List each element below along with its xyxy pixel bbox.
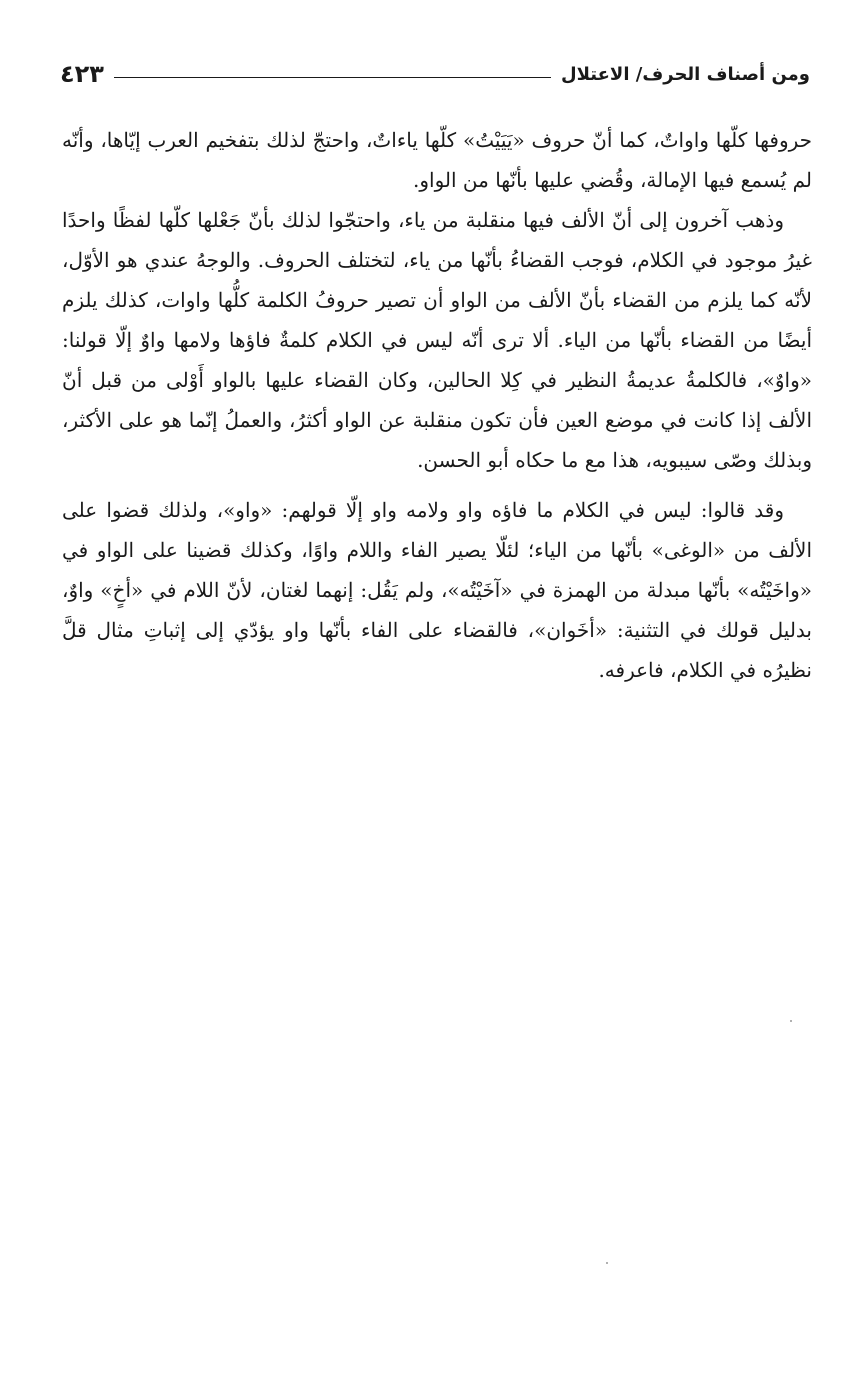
body-text bbox=[62, 120, 812, 690]
page-header bbox=[60, 56, 810, 92]
scan-speck bbox=[606, 1262, 608, 1264]
header-rule bbox=[114, 77, 551, 78]
running-title: ومن أصناف الحرف/ الاعتلال bbox=[561, 63, 810, 85]
page-number: ٤٢٣ bbox=[60, 60, 104, 88]
scan-speck bbox=[790, 1020, 792, 1022]
paragraph-2: وذهب آخرون إلى أنّ الألف فيها منقلبة من ياء، واحتجّوا لذلك بأنّ جَعْلها كلّها لفظًا واحدًا غيرُ موجود في الكلام، فوجب القضاءُ بأنّها من ياء، لتختلف الحروف. والوجهُ عندي هو الأوّل، لأنّه كما يلزم من القضاء بأنّ الألف من الواو أن تصير حروفُ الكلمة كلُّها واوات، كذلك يلزم أيضًا من القضاء بأنّها من الياء. ألا ترى أنّه ليس في الكلام كلمةٌ فاؤها ولامها واوٌ إلّا قولنا: «واوٌ»، فالكلمةُ عديمةُ النظير في كِلا الحالين، وكان القضاء عليها بالواو أَوْلى من قبل أنّ الألف إذا كانت في موضع العين فأن تكون منقلبة عن الواو أكثرُ، والعملُ إنّما هو على الأكثر، وبذلك وصّى سيبويه، هذا مع ما حكاه أبو الحسن. bbox=[62, 208, 813, 472]
paragraph-1: حروفها كلّها واواتٌ، كما أنّ حروف «يَيَيْتُ» كلّها ياءاتٌ، واحتجّ لذلك بتفخيم العرب إيّاها، وأنّه لم يُسمع فيها الإمالة، وقُضي عليها بأنّها من الواو. bbox=[62, 128, 812, 192]
paragraph-3: وقد قالوا: ليس في الكلام ما فاؤه واو ولامه واو إلّا قولهم: «واو»، ولذلك قضوا على الألف من «الوغى» بأنّها من الياء؛ لئلّا يصير الفاء واللام واوًا، وكذلك قضينا على الواو في «واخَيْتُه» بأنّها مبدلة من الهمزة في «آخَيْتُه»، ولم يَقُل: إنهما لغتان، لأنّ اللام في «أخٍ» واوٌ، بدليل قولك في التثنية: «أخَوان»، فالقضاء على الفاء بأنّها واو يؤدّي إلى إثباتِ مثال قلَّ نظيرُه في الكلام، فاعرفه. bbox=[62, 498, 812, 682]
